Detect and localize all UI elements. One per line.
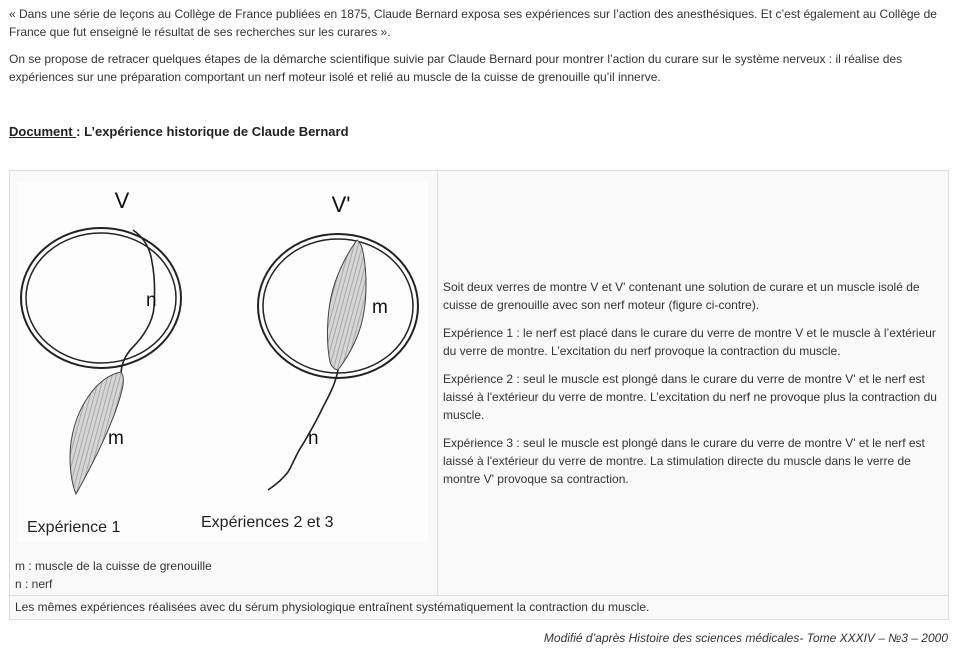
label-m-right: m <box>372 297 388 318</box>
setup-text: Soit deux verres de montre V et V' contenant une solution de curare et un muscle isolé de cuisse de grenouille avec son nerf moteur (figure ci-contre). <box>443 280 920 312</box>
experiment-1-text: Expérience 1 : le nerf est placé dans le curare du verre de montre V et le muscle à l’extérieur du verre de montre. L’excitation du nerf provoque la contraction du muscle. <box>443 326 936 358</box>
label-v: V <box>114 188 130 213</box>
figure-cell <box>10 171 438 596</box>
experiment-3-text: Expérience 3 : seul le muscle est plongé dans le curare du verre de montre V' et le nerf est laissé à l'extérieur du verre de montre. La stimulation directe du muscle dans le verre de montre V' provoque sa contraction. <box>443 436 925 486</box>
document-label: Document <box>9 124 77 139</box>
watch-glass-v <box>21 228 181 368</box>
figure-legend <box>15 557 212 593</box>
description-cell <box>438 171 949 596</box>
source-citation: Modifié d’après Histoire des sciences médicales- Tome XXXIV – №3 – 2000 <box>543 631 948 645</box>
table-row-note <box>10 596 949 620</box>
label-n-right: n <box>308 428 319 449</box>
experiment-illustration <box>18 182 428 542</box>
nerve-right <box>268 370 338 490</box>
legend-n: n : nerf <box>15 577 53 591</box>
label-vprime: V' <box>331 192 351 217</box>
document-separator: : <box>76 124 85 139</box>
experiment-figure <box>18 182 428 542</box>
muscle-right <box>327 240 366 370</box>
document-title: L’expérience historique de Claude Bernard <box>84 124 349 139</box>
legend-m: m : muscle de la cuisse de grenouille <box>15 559 212 573</box>
document-table <box>9 170 949 620</box>
intro-paragraph-2: On se propose de retracer quelques étapes de la démarche scientifique suivie par Claude Bernard pour montrer l’action du curare sur le système nerveux : il réalise des expériences sur une préparation comportant un nerf moteur isolé et relié au muscle de la cuisse de grenouille qu’il innerve. <box>9 52 903 84</box>
table-row-main <box>10 171 949 596</box>
label-m-left: m <box>108 428 124 449</box>
intro-paragraph-1: « Dans une série de leçons au Collège de France publiées en 1875, Claude Bernard exposa ses expériences sur l’action des anesthésiques. Et c’est également au Collège de France que fut enseigné le résultat de ses recherches sur les curares ». <box>9 7 937 39</box>
caption-experiments-2-3: Expériences 2 et 3 <box>201 514 334 531</box>
experiment-2-text: Expérience 2 : seul le muscle est plongé dans le curare du verre de montre V' et le nerf est laissé à l'extérieur du verre de montre. L’excitation du nerf ne provoque plus la contraction du muscle. <box>443 372 937 422</box>
label-n-left: n <box>146 290 157 311</box>
document-heading <box>9 123 349 141</box>
control-note: Les mêmes expériences réalisées avec du sérum physiologique entraînent systématiquement la contraction du muscle. <box>10 596 949 620</box>
caption-experiment-1: Expérience 1 <box>27 519 121 536</box>
